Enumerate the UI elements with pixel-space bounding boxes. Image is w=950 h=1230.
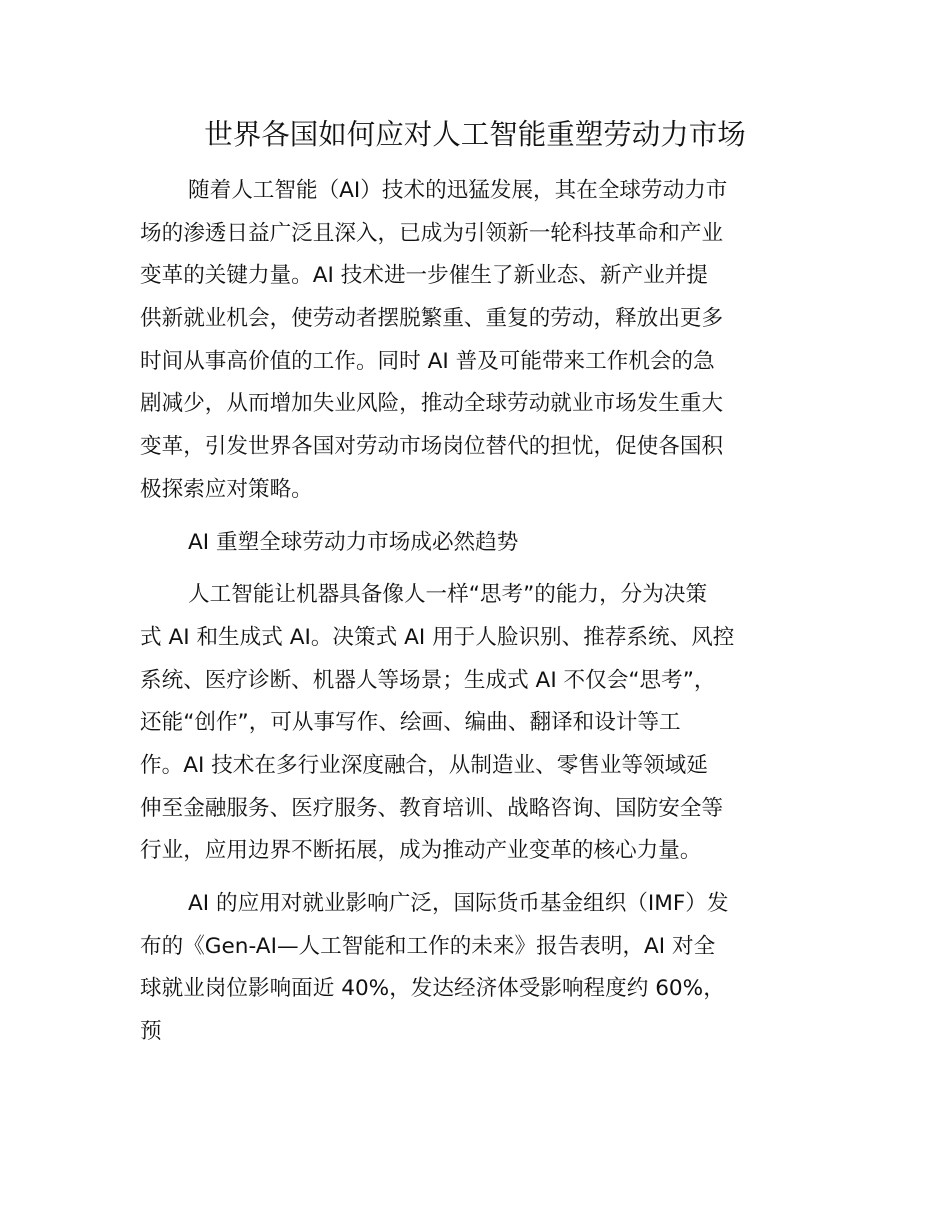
- text-line: 场的渗透日益广泛且深入，已成为引领新一轮科技革命和产业: [140, 220, 724, 246]
- text-line: 极探索应对策略。: [140, 476, 313, 502]
- text-line: 式 AI 和生成式 AI。决策式 AI 用于人脸识别、推荐系统、风控: [140, 624, 735, 650]
- text-line: 作。AI 技术在多行业深度融合，从制造业、零售业等领域延: [140, 752, 708, 778]
- text-line: 变革，引发世界各国对劳动市场岗位替代的担忧，促使各国积: [140, 434, 724, 460]
- text-line: 伸至金融服务、医疗服务、教育培训、战略咨询、国防安全等: [140, 795, 724, 821]
- document-body: [140, 170, 810, 1054]
- paragraph-intro: [140, 170, 810, 512]
- text-line: 人工智能让机器具备像人一样“思考”的能力，分为决策: [188, 582, 708, 608]
- text-line: 还能“创作”，可从事写作、绘画、编曲、翻译和设计等工: [140, 710, 681, 736]
- text-line: 布的《Gen-AI—人工智能和工作的未来》报告表明，AI 对全: [140, 933, 716, 959]
- paragraph-imf-report: [140, 883, 810, 1054]
- text-line: 剧减少，从而增加失业风险，推动全球劳动就业市场发生重大: [140, 391, 724, 417]
- text-line: 球就业岗位影响面近 40%，发达经济体受影响程度约 60%，: [140, 976, 725, 1002]
- text-line: 行业，应用边界不断拓展，成为推动产业变革的核心力量。: [140, 838, 702, 864]
- document-title: 世界各国如何应对人工智能重塑劳动力市场: [204, 118, 746, 151]
- text-line: 变革的关键力量。AI 技术进一步催生了新业态、新产业并提: [140, 263, 708, 289]
- text-line: 随着人工智能（AI）技术的迅猛发展，其在全球劳动力市: [188, 178, 728, 203]
- text-line: 时间从事高价值的工作。同时 AI 普及可能带来工作机会的急: [140, 348, 715, 374]
- section-heading-text: AI 重塑全球劳动力市场成必然趋势: [188, 529, 519, 555]
- text-line: AI 的应用对就业影响广泛，国际货币基金组织（IMF）发: [188, 891, 729, 916]
- text-line: 供新就业机会，使劳动者摆脱繁重、重复的劳动，释放出更多: [140, 306, 724, 332]
- section-heading: [140, 522, 810, 565]
- text-line: 系统、医疗诊断、机器人等场景；生成式 AI 不仅会“思考”，: [140, 667, 716, 693]
- text-line: 预: [140, 1019, 162, 1045]
- paragraph-ai-types: [140, 574, 810, 873]
